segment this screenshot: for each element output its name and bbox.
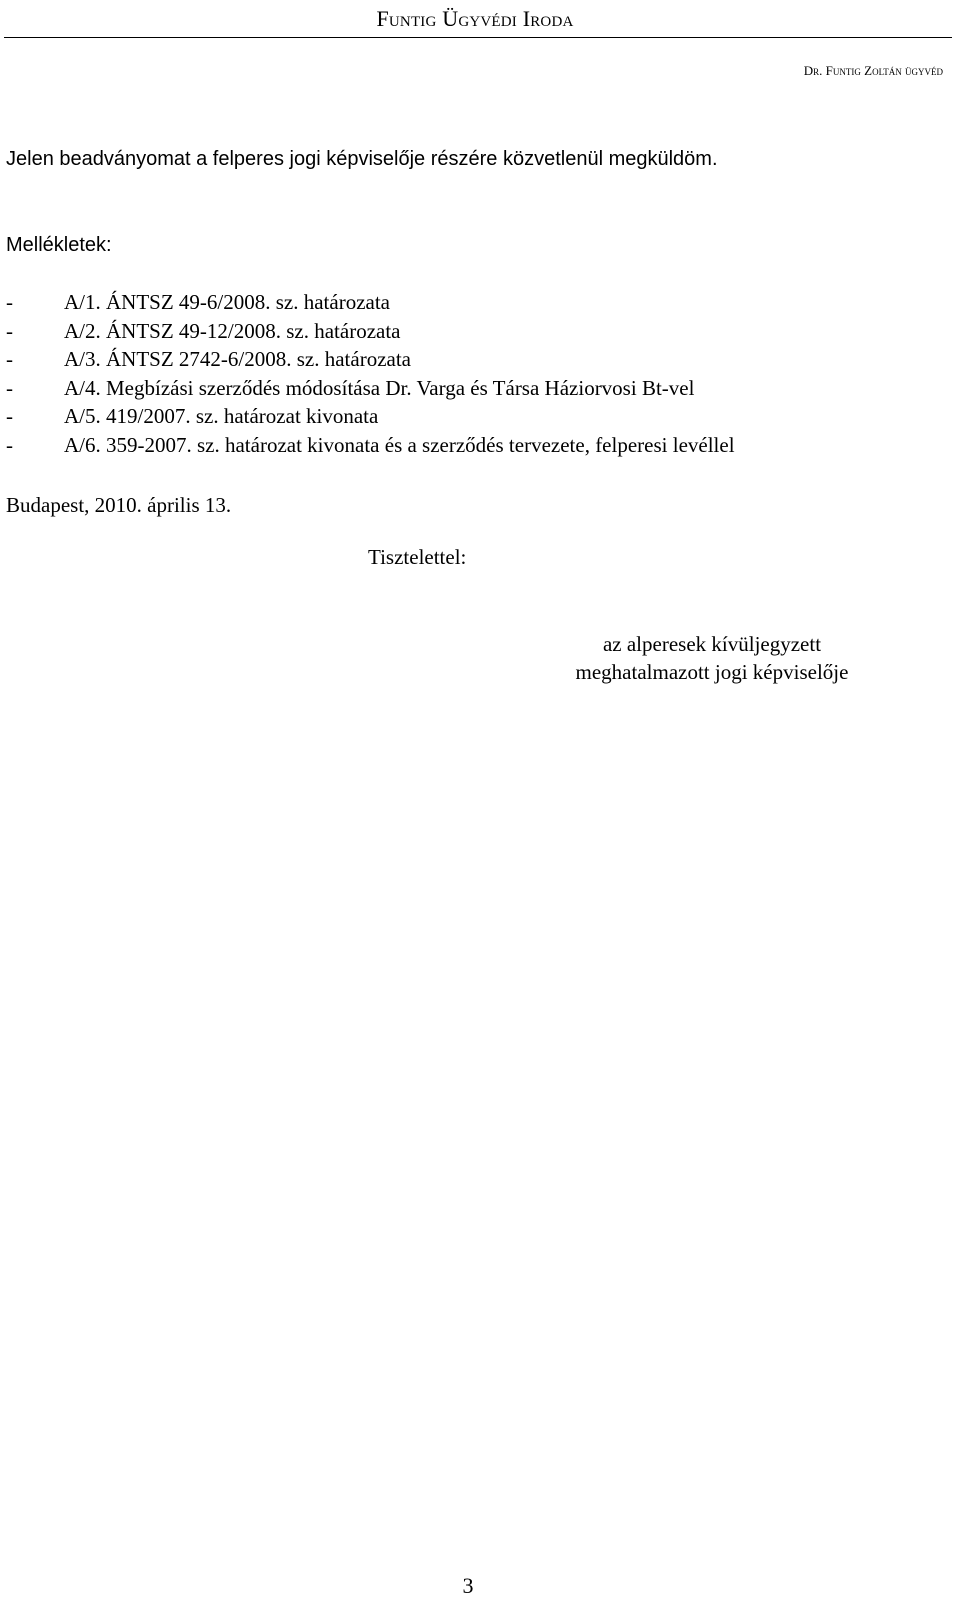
attachment-text: A/4. Megbízási szerződés módosítása Dr. Varga és Társa Háziorvosi Bt-vel [64, 375, 695, 400]
list-item [6, 402, 735, 431]
list-marker: - [6, 375, 13, 400]
list-item [6, 317, 735, 346]
attachment-text: A/1. ÁNTSZ 49-6/2008. sz. határozata [64, 290, 391, 314]
signature-block [552, 630, 872, 686]
list-item [6, 431, 735, 460]
list-item [6, 374, 735, 403]
list-marker: - [6, 347, 13, 371]
list-marker: - [6, 432, 13, 457]
attachment-text: A/2. ÁNTSZ 49-12/2008. sz. határozata [64, 318, 401, 343]
list-item [6, 288, 735, 317]
signature-line-1: az alperesek kívüljegyzett [602, 632, 822, 656]
list-item [6, 345, 735, 374]
attachment-text: A/3. ÁNTSZ 2742-6/2008. sz. határozata [64, 347, 412, 371]
place-and-date: Budapest, 2010. április 13. [6, 493, 232, 517]
letterhead-rule [4, 37, 952, 38]
list-marker: - [6, 318, 13, 343]
letterhead-subtitle: Dr. Funtig Zoltán ügyvéd [803, 63, 943, 78]
page-number: 3 [462, 1573, 474, 1598]
letterhead-title: Funtig Ügyvédi Iroda [376, 6, 574, 31]
attachment-text: A/6. 359-2007. sz. határozat kivonata és a szerződés tervezete, felperesi levéllel [64, 432, 735, 457]
list-marker: - [6, 404, 13, 428]
attachment-text: A/5. 419/2007. sz. határozat kivonata [64, 404, 379, 428]
signature-line-2: meghatalmazott jogi képviselője [575, 660, 849, 684]
attachments-list [6, 288, 735, 459]
list-marker: - [6, 290, 13, 314]
closing-greeting: Tisztelettel: [368, 545, 467, 569]
intro-paragraph: Jelen beadványomat a felperes jogi képviselője részére közvetlenül megküldöm. [6, 148, 718, 170]
attachments-heading: Mellékletek: [6, 234, 112, 256]
